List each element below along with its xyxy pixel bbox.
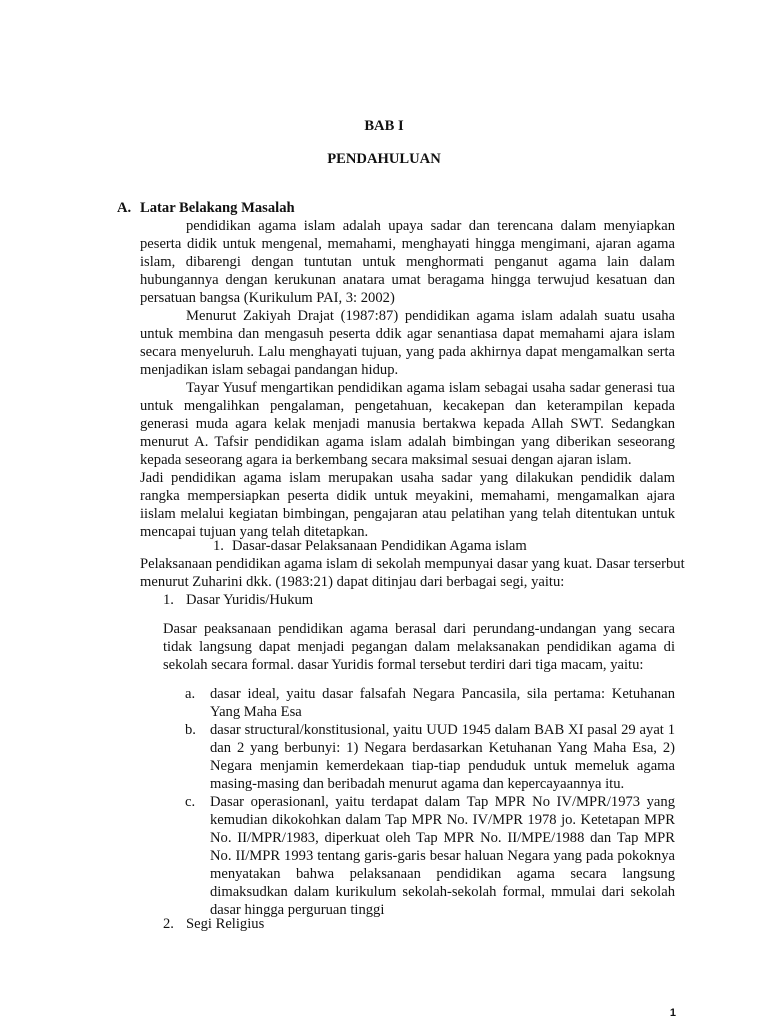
section-letter: A.: [117, 200, 132, 216]
chapter-title: PENDAHULUAN: [327, 151, 441, 167]
list-item-yuridis: Dasar Yuridis/Hukum: [186, 592, 314, 608]
section-title: Latar Belakang Masalah: [140, 200, 295, 216]
paragraph-4: Jadi pendidikan agama islam merupakan usaha sadar yang dilakukan pendidik dalam rangka mempersiapkan peserta didik untuk meyakini, memahami, mengamalkan ajara iislam melalui kegiatan bimbingan, pengajaran atau pelatihan yang telah ditentukan untuk mencapai tujuan yang telah ditetapkan.: [140, 470, 675, 540]
page-number: 1: [669, 1007, 676, 1019]
subheading-number: 1.: [213, 538, 224, 554]
list-item-number: 1.: [163, 592, 174, 608]
paragraph-2: Menurut Zakiyah Drajat (1987:87) pendidikan agama islam adalah suatu usaha untuk membina dan mengasuh peserta ddik agar senantiasa dapat memahami ajara islam secara menyeluruh. Lalu menghayati tujuan, yang pada akhirnya dapat mengamalkan serta menjadikan islam sebagai pandangan hidup.: [140, 308, 675, 378]
paragraph-1: pendidikan agama islam adalah upaya sadar dan terencana dalam menyiapkan peserta didik untuk mengenal, memahami, menghayati hingga mengimani, ajaran agama islam, dibarengi dengan tuntutan untuk menghormati penganut agama lain dalam hubungannya dengan kerukunan anatara umat beragama hingga terwujud kesatuan dan persatuan bangsa (Kurikulum PAI, 3: 2002): [140, 218, 675, 306]
sublist-item-b: dasar structural/konstitusional, yaitu UUD 1945 dalam BAB XI pasal 29 ayat 1 dan 2 yang berbunyi: 1) Negara berdasarkan Ketuhanan Yang Maha Esa, 2) Negara menjamin kemerdekaan tiap-tiap penduduk untuk memeluk agama masing-masing dan beribadah menurut agama dan kepercayaannya itu.: [210, 722, 675, 792]
subheading-text: Dasar-dasar Pelaksanaan Pendidikan Agama islam: [232, 538, 527, 554]
list-item-number-2: 2.: [163, 916, 174, 932]
sublist-marker-b: b.: [185, 722, 196, 738]
sublist-marker-c: c.: [185, 794, 196, 810]
body-paragraphs: [140, 217, 675, 541]
intro-line-1: Pelaksanaan pendidikan agama islam di sekolah mempunyai dasar yang kuat. Dasar terserbut: [140, 556, 685, 572]
paragraph-3: Tayar Yusuf mengartikan pendidikan agama islam sebagai usaha sadar generasi tua untuk mengalihkan pengalaman, pengetahuan, kecakepan dan keterampilan kepada generasi muda agara kelak menjadi manusia bertakwa kepada Allah SWT. Sedangkan menurut A. Tafsir pendidikan agama islam adalah bimbingan yang diberikan seseorang kepada seseorang agara ia berkembang secara maksimal sesuai dengan ajaran islam.: [140, 380, 675, 468]
sublist-marker-a: a.: [185, 686, 196, 702]
chapter-number: BAB I: [364, 118, 404, 134]
sublist-item-a: dasar ideal, yaitu dasar falsafah Negara Pancasila, sila pertama: Ketuhanan Yang Maha Esa: [210, 686, 675, 720]
intro-line-2: menurut Zuharini dkk. (1983:21) dapat ditinjau dari berbagai segi, yaitu:: [140, 574, 565, 590]
list-item-religius: Segi Religius: [186, 916, 265, 932]
yuridis-paragraph: Dasar peaksanaan pendidikan agama berasal dari perundang-undangan yang secara tidak langsung dapat menjadi pegangan dalam melaksanakan pendidikan agama di sekolah secara formal. dasar Yuridis formal tersebut terdiri dari tiga macam, yaitu:: [163, 621, 675, 673]
sublist-item-c: Dasar operasionanl, yaitu terdapat dalam Tap MPR No IV/MPR/1973 yang kemudian dikokohkan dalam Tap MPR No. IV/MPR 1978 jo. Ketetapan MPR No. II/MPR/1983, diperkuat oleh Tap MPR No. II/MPE/1988 dan Tap MPR No. II/MPR 1993 tentang garis-garis besar haluan Negara yang pada pokoknya menyatakan bahwa pelaksanaan pendidikan agama secara langsung dimaksudkan dalam kurikulum sekolah-sekolah formal, mmulai dari sekolah dasar hingga perguruan tinggi: [210, 794, 675, 918]
